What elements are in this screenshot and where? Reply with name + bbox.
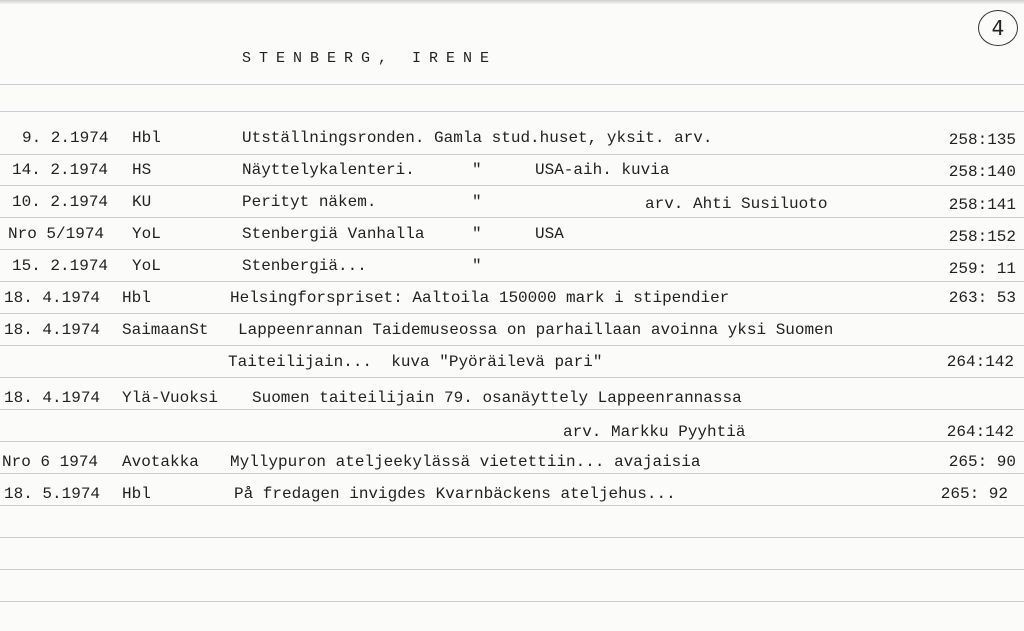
entry-date: 18. 4.1974 [4,289,101,307]
entry-ref: 258:140 [948,163,1016,181]
entry-text: Suomen taiteilijain 79. osanäyttely Lappeenrannassa [252,389,742,407]
ruled-line [0,441,1024,442]
entry-date: 10. 2.1974 [12,193,109,211]
entry-text: Lappeenrannan Taidemuseossa on parhaillaan avoinna yksi Suomen [238,321,834,339]
ditto-mark: " [472,193,482,211]
entry-date: 18. 4.1974 [4,321,101,339]
ditto-mark: " [472,257,482,275]
page-number: 4 [991,16,1005,40]
entry-text: Näyttelykalenteri. [242,161,415,179]
entry-ref: 264:142 [946,423,1014,441]
entry-date: 18. 5.1974 [4,485,101,503]
entry-extra: arv. Ahti Susiluoto [645,195,828,213]
entry-text: Helsingforspriset: Aaltoila 150000 mark i stipendier [230,289,730,307]
ruled-line [0,84,1024,85]
page-number-circle [978,10,1018,46]
ditto-mark: " [472,225,482,243]
entry-source: Ylä-Vuoksi [122,389,219,407]
card-top-edge [0,0,1024,4]
entry-extra: USA [535,225,564,243]
ruled-line [0,154,1024,155]
entry-ref: 258:152 [948,228,1016,246]
entry-source: HS [132,161,152,179]
entry-text: Myllypuron ateljeekylässä vietettiin... avajaisia [230,453,701,471]
entry-date: 9. 2.1974 [22,129,109,147]
ruled-line [0,537,1024,538]
entry-extra: USA-aih. kuvia [535,161,670,179]
ruled-line [0,313,1024,314]
entry-text: Stenbergiä... [242,257,367,275]
ruled-line [0,185,1024,186]
entry-text: Stenbergiä Vanhalla [242,225,425,243]
entry-text: På fredagen invigdes Kvarnbäckens ateljehus... [234,485,676,503]
ruled-line [0,217,1024,218]
ruled-line [0,601,1024,602]
entry-text: Utställningsronden. Gamla stud.huset, yksit. arv. [242,129,713,147]
entry-ref: 265: 90 [948,453,1016,471]
entry-text-continued: Taiteilijain... kuva "Pyöräilevä pari" [228,353,603,371]
ruled-line [0,281,1024,282]
ruled-line [0,111,1024,112]
entry-date: 18. 4.1974 [4,389,101,407]
ruled-line [0,569,1024,570]
ruled-line [0,473,1024,474]
entry-date: 14. 2.1974 [12,161,109,179]
entry-date: Nro 5/1974 [8,225,105,243]
entry-ref: 263: 53 [948,289,1016,307]
entry-date: Nro 6 1974 [2,453,99,471]
ruled-line [0,345,1024,346]
entry-ref: 258:141 [948,196,1016,214]
ditto-mark: " [472,161,482,179]
entry-date: 15. 2.1974 [12,257,109,275]
entry-ref: 264:142 [946,353,1014,371]
ruled-line [0,409,1024,410]
entry-source: Hbl [132,129,161,147]
entry-text-continued: arv. Markku Pyyhtiä [563,423,746,441]
entry-source: KU [132,193,152,211]
entry-ref: 258:135 [948,131,1016,149]
entry-text: Perityt näkem. [242,193,377,211]
entry-source: Avotakka [122,453,199,471]
entry-ref: 259: 11 [948,260,1016,278]
ruled-line [0,505,1024,506]
card-title: STENBERG, IRENE [242,50,498,67]
entry-source: Hbl [122,485,151,503]
ruled-line [0,377,1024,378]
ruled-line [0,249,1024,250]
entry-source: YoL [132,225,161,243]
entry-source: SaimaanSt [122,321,209,339]
entry-source: YoL [132,257,161,275]
entry-ref: 265: 92 [940,485,1008,503]
entry-source: Hbl [122,289,151,307]
